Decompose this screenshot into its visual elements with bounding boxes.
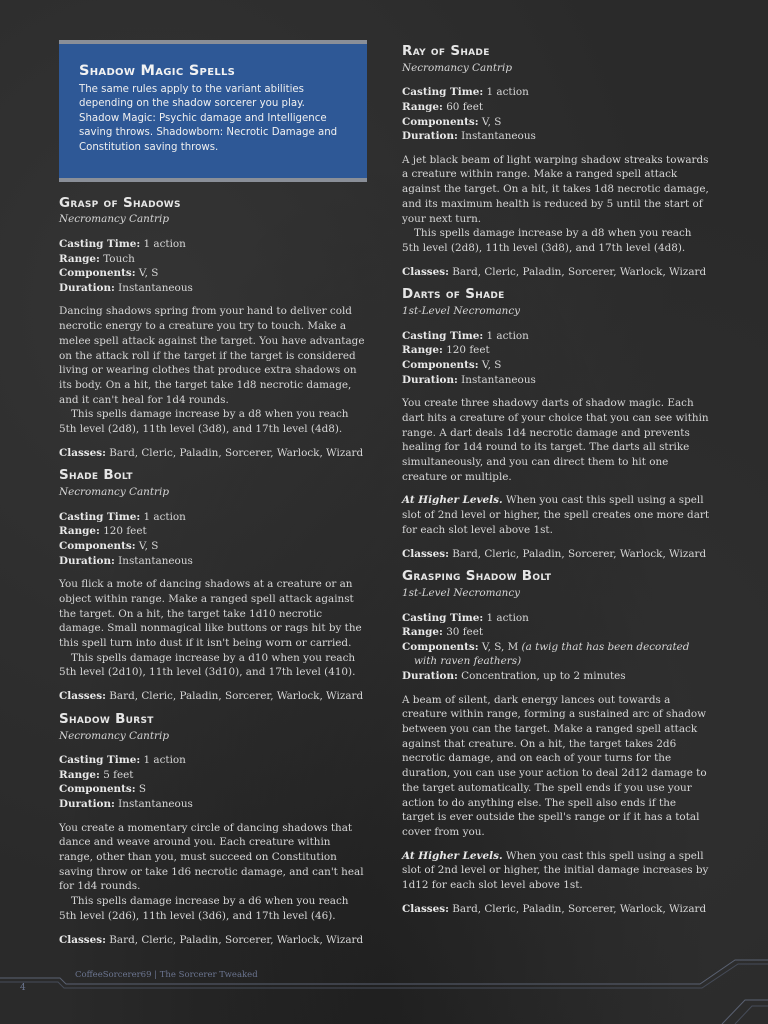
spell-type: Necromancy Cantrip	[59, 486, 169, 499]
components-value: V, S, M	[481, 640, 519, 653]
higher-levels	[402, 493, 710, 537]
scaling-text: This spells damage increase by a d10 when you reach 5th level (2d10), 11th level (3d10), and 17th level (410).	[59, 651, 356, 679]
higher-levels-text: When you cast this spell using a spell slot of 2nd level or higher, the initial damage increases by 1d12 for each slot level above 1st.	[402, 849, 709, 892]
casting-time-label: Casting Time:	[402, 86, 484, 99]
range-value: 120 feet	[446, 344, 490, 357]
higher-levels	[402, 849, 710, 893]
classes-label: Classes:	[59, 690, 106, 703]
range-label: Range:	[59, 525, 100, 538]
range-value: 30 feet	[446, 626, 484, 639]
higher-levels-label: At Higher Levels.	[402, 494, 503, 507]
components-value: V, S	[481, 115, 502, 128]
classes-value: Bard, Cleric, Paladin, Sorcerer, Warlock, Wizard	[109, 690, 364, 703]
duration-value: Instantaneous	[461, 373, 536, 386]
range-value: Touch	[103, 252, 135, 265]
duration-value: Concentration, up to 2 minutes	[461, 670, 626, 682]
classes-value: Bard, Cleric, Paladin, Sorcerer, Warlock, Wizard	[452, 547, 707, 560]
components-label: Components:	[59, 783, 136, 796]
duration-value: Instantaneous	[118, 554, 193, 567]
duration-label: Duration:	[402, 130, 458, 143]
spell-classes	[402, 265, 710, 280]
spell-type: 1st-Level Necromancy	[402, 586, 521, 599]
components-value: V, S	[138, 540, 159, 553]
classes-label: Classes:	[59, 933, 106, 946]
scaling-text: This spells damage increase by a d6 when you reach 5th level (2d6), 11th level (3d6), and 17th level (46).	[59, 895, 349, 922]
higher-levels-label: At Higher Levels.	[402, 849, 503, 862]
casting-time-value: 1 action	[143, 510, 186, 523]
left-column	[59, 40, 367, 955]
casting-time-label: Casting Time:	[59, 238, 141, 251]
classes-label: Classes:	[402, 902, 449, 915]
note-body: The same rules apply to the variant abilities depending on the shadow sorcerer you play. Shadow Magic: Psychic damage and Intelligence saving throws. Shadowborn: Necrotic Damage and Constitution saving throws.	[79, 83, 338, 154]
classes-value: Bard, Cleric, Paladin, Sorcerer, Warlock, Wizard	[452, 265, 707, 278]
casting-time-label: Casting Time:	[59, 510, 141, 523]
spell-type: Necromancy Cantrip	[59, 213, 169, 226]
spell-stats	[402, 611, 710, 684]
duration-value: Instantaneous	[461, 130, 536, 143]
footer-text: CoffeeSorcerer69 | The Sorcerer Tweaked	[75, 970, 258, 980]
spell-stats	[59, 510, 367, 568]
duration-label: Duration:	[59, 554, 115, 567]
spell-stats	[59, 753, 367, 811]
casting-time-value: 1 action	[143, 754, 186, 767]
components-value: S	[138, 783, 147, 796]
range-label: Range:	[59, 252, 100, 265]
classes-value: Bard, Cleric, Paladin, Sorcerer, Warlock, Wizard	[452, 902, 707, 915]
spell-stats	[402, 85, 710, 143]
range-label: Range:	[402, 101, 443, 113]
note-title: Shadow Magic Spells	[79, 63, 236, 79]
range-value: 5 feet	[103, 768, 134, 781]
spell-name: Shadow Burst	[59, 710, 154, 727]
spell-classes	[402, 547, 710, 562]
spell-ray-of-shade	[402, 44, 710, 279]
spell-classes	[59, 446, 367, 461]
components-label: Components:	[402, 115, 479, 128]
spell-name: Grasping Shadow Bolt	[402, 568, 552, 585]
spell-shadow-burst	[59, 712, 367, 947]
spell-grasp-of-shadows	[59, 196, 367, 461]
casting-time-value: 1 action	[143, 238, 186, 251]
components-label: Components:	[402, 640, 479, 653]
classes-label: Classes:	[402, 547, 449, 560]
components-label: Components:	[59, 540, 136, 553]
spell-name: Grasp of Shadows	[59, 194, 181, 211]
duration-value: Instantaneous	[118, 281, 193, 294]
spell-grasping-shadow-bolt	[402, 569, 710, 916]
scaling-text: This spells damage increase by a d8 when you reach 5th level (2d8), 11th level (3d8), and 17th level (4d8).	[402, 227, 692, 254]
spell-description	[59, 304, 367, 436]
spell-name: Shade Bolt	[59, 467, 133, 484]
spell-description	[59, 577, 367, 680]
classes-label: Classes:	[59, 446, 106, 459]
spell-type: Necromancy Cantrip	[59, 729, 169, 742]
spell-description	[402, 153, 710, 256]
duration-label: Duration:	[59, 281, 115, 294]
casting-time-value: 1 action	[486, 611, 529, 624]
description-text: You create three shadowy darts of shadow magic. Each dart hits a creature of your choice that you can see within range. A dart deals 1d4 necrotic damage and prevents healing for 1d4 round to its target. The darts all strike simultaneously, and you can direct them to hit one creature or multiple.	[402, 397, 709, 483]
scaling-text: This spells damage increase by a d8 when you reach 5th level (2d8), 11th level (3d8), and 17th level (4d8).	[59, 408, 349, 436]
material-component: (a twig that has been decorated with raven feathers)	[414, 640, 690, 668]
duration-label: Duration:	[402, 670, 458, 682]
description-text: Dancing shadows spring from your hand to deliver cold necrotic energy to a creature you try to touch. Make a melee spell attack against the target. You have advantage on the attack roll if the target if the target is considered living or wearing clothes that produce extra shadows on its body. On a hit, the target take 1d8 necrotic damage, and it can't heal for 1d4 rounds.	[59, 305, 365, 406]
description-text: A jet black beam of light warping shadow streaks towards a creature within range. Make a ranged spell attack against the target. On a hit, it takes 1d8 necrotic damage, and its maximum health is reduced by 5 until the start of your next turn.	[402, 153, 709, 225]
duration-label: Duration:	[59, 798, 115, 811]
description-text: You create a momentary circle of dancing shadows that dance and weave around you. Each creature within range, other than you, must succeed on Constitution saving throw or take 1d6 necrotic damage, and can't heal for 1d4 rounds.	[59, 821, 364, 893]
duration-label: Duration:	[402, 373, 458, 386]
range-label: Range:	[59, 768, 100, 781]
description-text: A beam of silent, dark energy lances out towards a creature within range, forming a sustained arc of shadow between you can the target. Make a ranged spell attack against that creature. On a hit, the target takes 2d6 necrotic damage, and on each of your turns for the duration, you can use your action to deal 2d12 damage to the target automatically. The spell ends if you use your action to do anything else. The spell also ends if the target is ever outside the spell's range or if it has a total cover from you.	[402, 693, 707, 838]
casting-time-label: Casting Time:	[402, 611, 484, 624]
description-text: You flick a mote of dancing shadows at a creature or an object within range. Make a ranged spell attack against the target. On a hit, the target take 1d10 necrotic damage. Small nonmagical like buttons or rags hit by the this spell turn into dust if it isn't being worn or carried.	[59, 578, 362, 650]
casting-time-value: 1 action	[486, 86, 529, 99]
components-value: V, S	[138, 267, 159, 280]
range-value: 120 feet	[103, 525, 147, 538]
components-label: Components:	[59, 267, 136, 280]
note-box	[59, 40, 367, 182]
spell-classes	[402, 902, 710, 917]
spell-type: 1st-Level Necromancy	[402, 305, 521, 318]
spell-type: Necromancy Cantrip	[402, 61, 512, 74]
casting-time-label: Casting Time:	[402, 329, 484, 342]
footer-frame-decoration	[0, 940, 768, 1024]
spell-name: Ray of Shade	[402, 43, 490, 59]
right-column	[402, 44, 710, 924]
spell-classes	[59, 689, 367, 704]
range-label: Range:	[402, 344, 443, 357]
spell-description	[402, 396, 710, 484]
spell-stats	[59, 237, 367, 295]
components-label: Components:	[402, 359, 479, 371]
components-value: V, S	[481, 359, 502, 371]
range-label: Range:	[402, 626, 443, 639]
page-number: 4	[20, 983, 26, 993]
casting-time-value: 1 action	[486, 329, 529, 342]
spell-darts-of-shade	[402, 287, 710, 561]
higher-levels-text: When you cast this spell using a spell slot of 2nd level or higher, the spell creates one more dart for each slot level above 1st.	[402, 494, 710, 536]
casting-time-label: Casting Time:	[59, 754, 141, 767]
spell-shade-bolt	[59, 468, 367, 703]
classes-label: Classes:	[402, 265, 449, 278]
spell-name: Darts of Shade	[402, 286, 505, 303]
spell-stats	[402, 329, 710, 387]
spell-description	[402, 693, 710, 840]
classes-value: Bard, Cleric, Paladin, Sorcerer, Warlock, Wizard	[109, 446, 364, 459]
duration-value: Instantaneous	[118, 798, 193, 811]
range-value: 60 feet	[446, 101, 484, 113]
spell-description	[59, 821, 367, 924]
classes-value: Bard, Cleric, Paladin, Sorcerer, Warlock, Wizard	[109, 933, 364, 946]
